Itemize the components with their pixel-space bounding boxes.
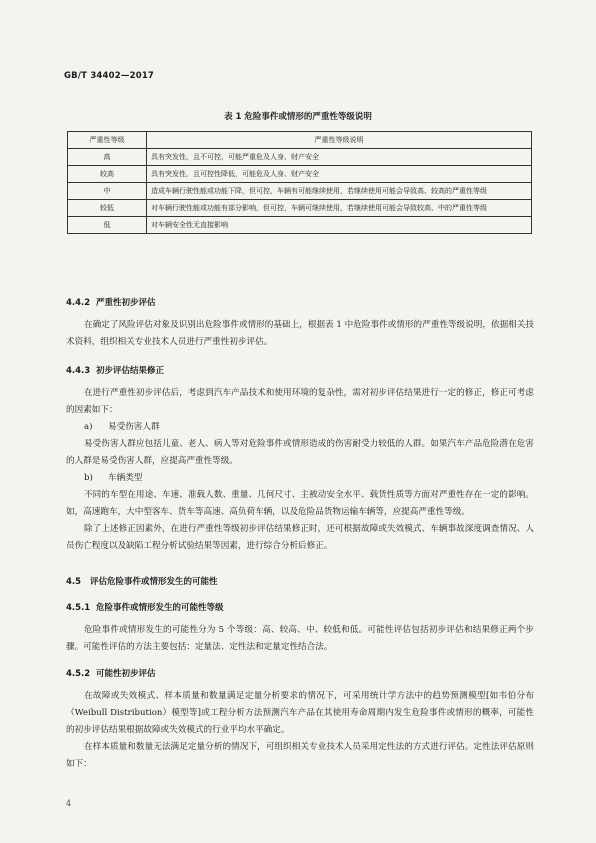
section-4-5 (66, 574, 534, 591)
section-heading (66, 600, 534, 617)
table-header-row (68, 132, 532, 149)
severity-level: 中 (68, 183, 147, 200)
section-4-4-2 (66, 295, 534, 351)
paragraph: 在样本质量和数量无法满足定量分析的情况下，可组织相关专业技术人员采用定性法的方式进行评估。定性法评估原则如下： (66, 742, 534, 769)
section-title: 评估危险事件或情形发生的可能性 (90, 577, 218, 587)
paragraph: 除了上述修正因素外，在进行严重性等级初步评估结果修正时，还可根据故障或失效模式、车辆事故深度调查情况、人员伤亡程度以及缺陷工程分析试验结果等因素，进行综合分析后修正。 (66, 524, 534, 551)
section-number: 4.5 (66, 577, 82, 587)
severity-level: 高 (68, 149, 147, 166)
list-item (66, 419, 534, 436)
list-item (66, 470, 534, 487)
table-row (68, 217, 532, 234)
section-number: 4.4.2 (66, 298, 91, 308)
list-marker: b) (84, 473, 93, 483)
paragraph: 易受伤害人群应包括儿童、老人、病人等对危险事件或情形造成的伤害耐受力较低的人群。如果汽车产品危险潜在危害的人群是易受伤害人群，应提高严重性等级。 (66, 439, 534, 466)
section-title: 可能性初步评估 (96, 669, 156, 679)
severity-level: 较高 (68, 166, 147, 183)
severity-description: 对车辆行驶性能或功能有部分影响，但可控，车辆可继续使用，若继续使用可能会导致较高、中的严重性等级 (147, 200, 532, 217)
section-4-4-3 (66, 363, 534, 555)
table-row (68, 166, 532, 183)
section-heading (66, 574, 534, 591)
table-row (68, 183, 532, 200)
section-number: 4.5.2 (66, 669, 91, 679)
section-heading (66, 295, 534, 312)
severity-level: 低 (68, 217, 147, 234)
severity-description: 具有突发性，且可控性降低，可能危及人身、财产安全 (147, 166, 532, 183)
paragraph: 在确定了风险评估对象及识别出危险事件或情形的基础上，根据表 1 中危险事件或情形的严重性等级说明，依据相关技术资料，组织相关专业技术人员进行严重性初步评估。 (66, 320, 534, 347)
paragraph: 在故障或失效模式、样本质量和数量满足定量分析要求的情况下，可采用统计学方法中的趋势预测模型[如韦伯分布（Weibull Distribution）模型等]或工程分析方法预测汽车产品在其使用寿命周期内发生危险事件或情形的概率，可能性的初步评估结果根据故障或失效模式的行业平均水平确定。 (66, 691, 534, 735)
severity-level: 较低 (68, 200, 147, 217)
section-number: 4.5.1 (66, 603, 91, 613)
section-heading (66, 666, 534, 683)
paragraph: 在进行严重性初步评估后，考虑到汽车产品技术和使用环境的复杂性，需对初步评估结果进行一定的修正，修正可考虑的因素如下： (66, 388, 534, 415)
section-number: 4.4.3 (66, 366, 91, 376)
paragraph: 不同的车型在用途、车速、准载人数、重量、几何尺寸、主被动安全水平、载货性质等方面对严重性存在一定的影响。如，高速跑车，大中型客车、货车等高速、高负荷车辆，以及危险品货物运输车辆等，应提高严重性等级。 (66, 490, 534, 517)
table-caption: 表 1 危险事件或情形的严重性等级说明 (224, 112, 372, 122)
section-title: 危险事件或情形发生的可能性等级 (96, 603, 224, 613)
paragraph: 危险事件或情形发生的可能性分为 5 个等级：高、较高、中、较低和低。可能性评估包括初步评估和结果修正两个步骤。可能性评估的方法主要包括：定量法、定性法和定量定性结合法。 (66, 625, 534, 652)
section-heading (66, 363, 534, 380)
severity-description: 具有突发性，且不可控，可能严重危及人身、财产安全 (147, 149, 532, 166)
table-row (68, 149, 532, 166)
list-item-title: 易受伤害人群 (108, 422, 160, 432)
section-4-5-2 (66, 666, 534, 773)
section-title: 初步评估结果修正 (96, 366, 165, 376)
standard-code: GB/T 34402—2017 (64, 71, 155, 81)
list-item-title: 车辆类型 (108, 473, 143, 483)
severity-description: 造成车辆行驶性能或功能下降，但可控，车辆有可能继续使用，若继续使用可能会导致高、较高的严重性等级 (147, 183, 532, 200)
section-4-5-1 (66, 600, 534, 656)
table-header-cell: 严重性等级 (68, 132, 147, 149)
page-number: 4 (66, 799, 72, 808)
severity-table (67, 131, 532, 234)
table-header-cell: 严重性等级说明 (147, 132, 532, 149)
section-title: 严重性初步评估 (96, 298, 156, 308)
list-marker: a) (84, 422, 93, 432)
severity-description: 对车辆安全性无直接影响 (147, 217, 532, 234)
table-row (68, 200, 532, 217)
